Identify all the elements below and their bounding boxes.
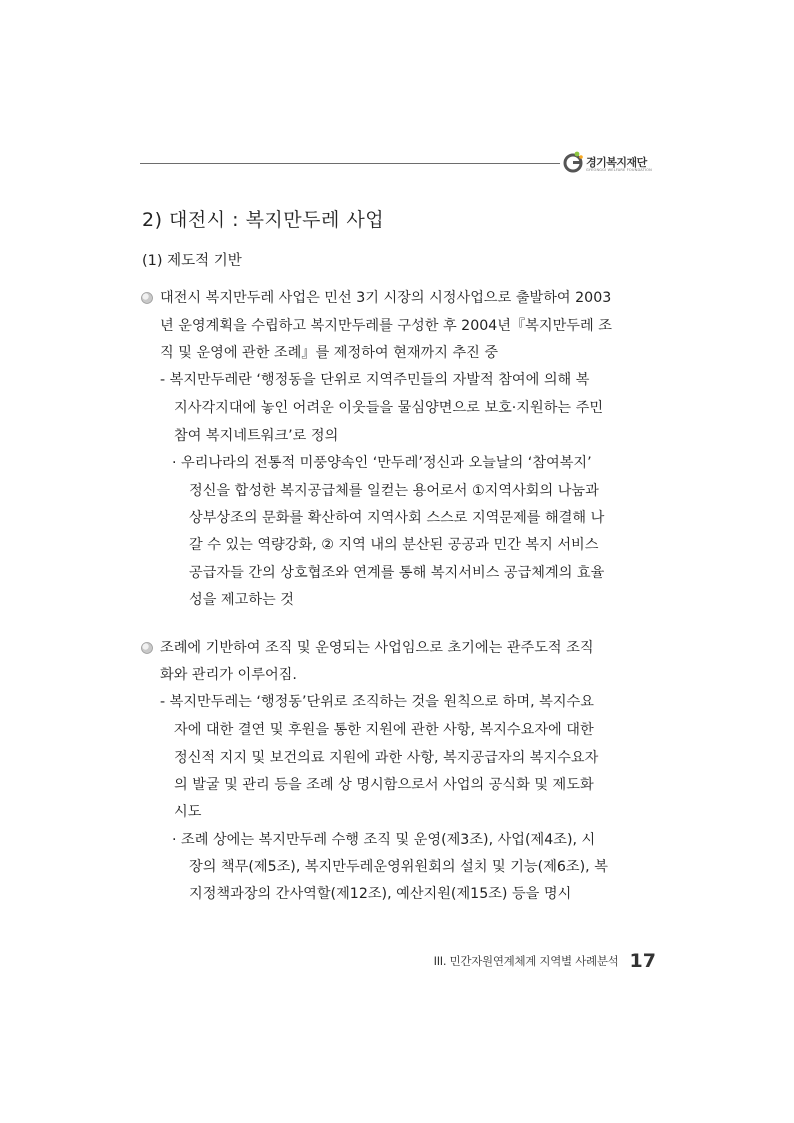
logo-name: 경기복지재단 bbox=[586, 156, 647, 169]
block1-dash-line-1: - 복지만두레란 ‘행정동을 단위로 지역주민들의 자발적 참여에 의해 복 bbox=[160, 372, 590, 388]
block1-dash-line-3: 참여 복지네트워크’로 정의 bbox=[174, 428, 339, 444]
logo-mark-icon bbox=[562, 150, 584, 174]
bullet-icon bbox=[140, 640, 154, 654]
block1-line-2: 년 운영계획을 수립하고 복지만두레를 구성한 후 2004년『복지만두레 조 bbox=[160, 318, 612, 334]
logo-subtitle: GYEONGGI WELFARE FOUNDATION bbox=[586, 168, 652, 172]
block2-dash-line-1: - 복지만두레는 ‘행정동’단위로 조직하는 것을 원칙으로 하며, 복지수요 bbox=[160, 694, 594, 710]
block2-dot-line-3: 지정책과장의 간사역할(제12조), 예산지원(제15조) 등을 명시 bbox=[189, 886, 572, 902]
block1-dot-line-5: 공급자들 간의 상호협조와 연계를 통해 복지서비스 공급체계의 효율 bbox=[189, 565, 605, 581]
block2-dash-line-2: 자에 대한 결연 및 후원을 통한 지원에 관한 사항, 복지수요자에 대한 bbox=[174, 722, 594, 738]
block1-line-3: 직 및 운영에 관한 조례』를 제정하여 현재까지 추진 중 bbox=[160, 345, 499, 361]
block2-dot-line-2: 장의 책무(제5조), 복지만두레운영위원회의 설치 및 기능(제6조), 복 bbox=[189, 859, 608, 875]
section-title: 2) 대전시 : 복지만두레 사업 bbox=[142, 209, 385, 231]
footer-chapter: III. 민간자원연계체계 지역별 사례분석 bbox=[433, 954, 619, 968]
block2-line-1: 조례에 기반하여 조직 및 운영되는 사업임으로 초기에는 관주도적 조직 bbox=[160, 640, 594, 656]
block2-line-2: 화와 관리가 이루어짐. bbox=[160, 667, 297, 683]
block1-dot-line-2: 정신을 합성한 복지공급체를 일컫는 용어로서 ①지역사회의 나눔과 bbox=[189, 483, 599, 499]
sub-title: (1) 제도적 기반 bbox=[142, 253, 242, 269]
page-footer bbox=[434, 950, 656, 972]
foundation-logo bbox=[562, 150, 662, 178]
block1-dash-line-2: 지사각지대에 놓인 어려운 이웃들을 물심양면으로 보호·지원하는 주민 bbox=[174, 400, 604, 416]
block2-dash-line-5: 시도 bbox=[174, 804, 202, 820]
block2-dash-line-4: 의 발굴 및 관리 등을 조례 상 명시함으로서 사업의 공식화 및 제도화 bbox=[174, 777, 594, 793]
block1-dot-line-4: 갈 수 있는 역량강화, ② 지역 내의 분산된 공공과 민간 복지 서비스 bbox=[189, 537, 599, 553]
bullet-icon bbox=[140, 290, 154, 304]
block2-dot-line-1: · 조례 상에는 복지만두레 수행 조직 및 운영(제3조), 사업(제4조), 시 bbox=[172, 832, 596, 848]
block1-dot-line-6: 성을 제고하는 것 bbox=[189, 592, 294, 608]
page-number: 17 bbox=[629, 950, 656, 972]
block1-dot-line-1: · 우리나라의 전통적 미풍양속인 ‘만두레’정신과 오늘날의 ‘참여복지’ bbox=[172, 455, 592, 471]
block1-dot-line-3: 상부상조의 문화를 확산하여 지역사회 스스로 지역문제를 해결해 나 bbox=[189, 510, 605, 526]
header-rule bbox=[140, 163, 560, 164]
block1-line-1: 대전시 복지만두레 사업은 민선 3기 시장의 시정사업으로 출발하여 2003 bbox=[160, 290, 612, 306]
block2-dash-line-3: 정신적 지지 및 보건의료 지원에 과한 사항, 복지공급자의 복지수요자 bbox=[174, 750, 599, 766]
